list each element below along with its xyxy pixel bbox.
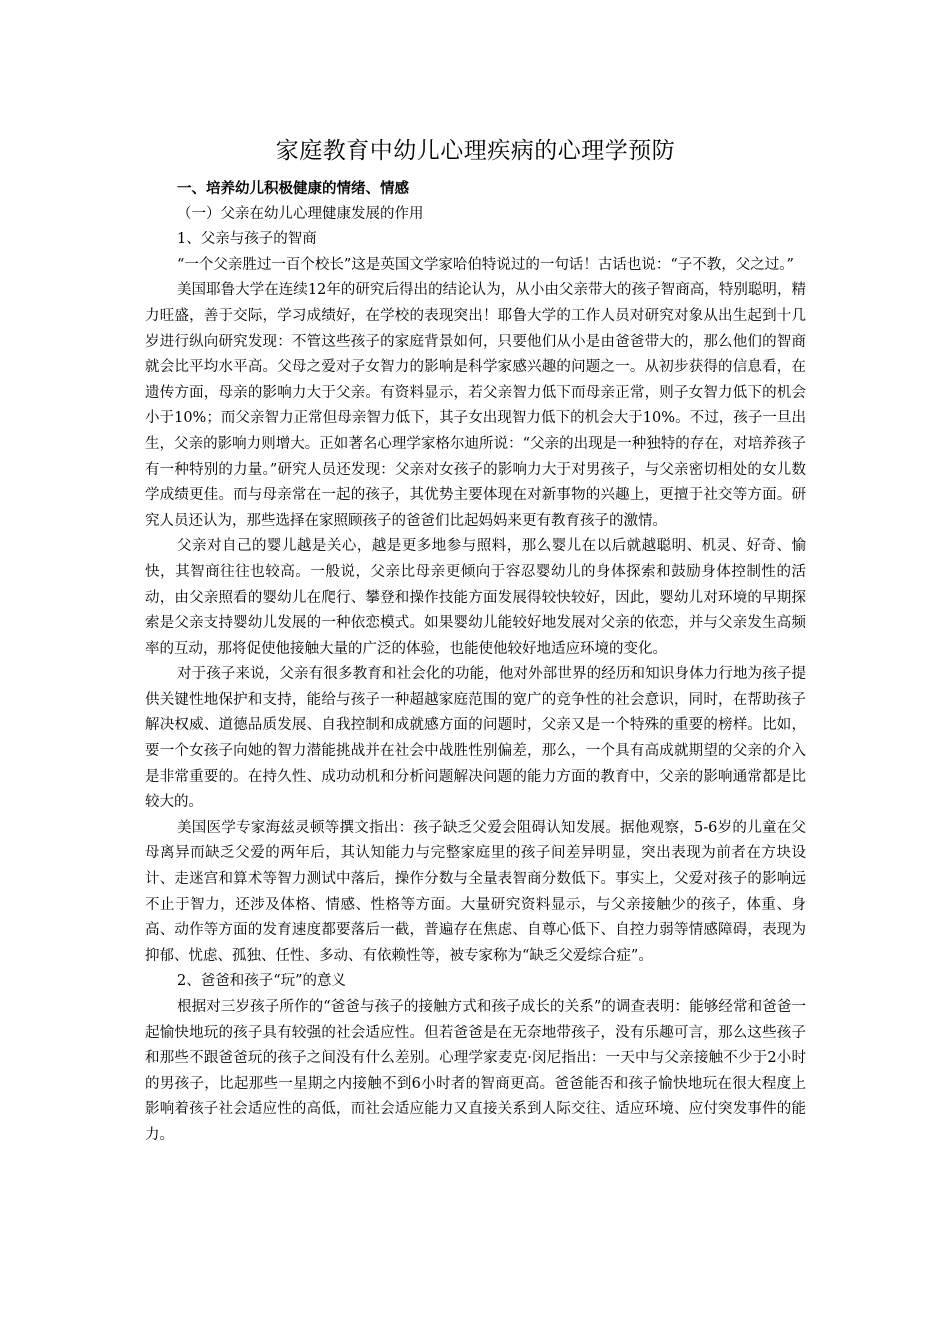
paragraph: 美国耶鲁大学在连续12年的研究后得出的结论认为，从小由父亲带大的孩子智商高，特别聪明，精力旺盛，善于交际，学习成绩好，在学校的表现突出！耶鲁大学的工作人员对研究对象从出生起到十几岁进行纵向研究发现：不管这些孩子的家庭背景如何，只要他们从小是由爸爸带大的，那么他们的智商就会比平均水平高。父母之爱对子女智力的影响是科学家感兴趣的问题之一。从初步获得的信息看，在遗传方面，母亲的影响力大于父亲。有资料显示，若父亲智力低下而母亲正常，则子女智力低下的机会小于10%；而父亲智力正常但母亲智力低下，其子女出现智力低下的机会大于10%。不过，孩子一旦出生，父亲的影响力则增大。正如著名心理学家格尔迪所说：“父亲的出现是一种独特的存在，对培养孩子有一种特别的力量。”研究人员还发现：父亲对女孩子的影响力大于对男孩子，与父亲密切相处的女儿数学成绩更佳。而与母亲常在一起的孩子，其优势主要体现在对新事物的兴趣上，更擅于社交等方面。研究人员还认为，那些选择在家照顾孩子的爸爸们比起妈妈来更有教育孩子的激情。 (145, 282, 806, 529)
paragraph: 根据对三岁孩子所作的“爸爸与孩子的接触方式和孩子成长的关系”的调查表明：能够经常和爸爸一起愉快地玩的孩子具有较强的社会适应性。但若爸爸是在无奈地带孩子，没有乐趣可言，那么这些孩子和那些不跟爸爸玩的孩子之间没有什么差别。心理学家麦克·闵尼指出：一天中与父亲接触不少于2小时的男孩子，比起那些一星期之内接触不到6小时者的智商更高。爸爸能否和孩子愉快地玩在很大程度上影响着孩子社会适应性的高低，而社会适应能力又直接关系到人际交往、适应环境、应付突发事件的能力。 (145, 999, 806, 1143)
subsection-heading: （一）父亲在幼儿心理健康发展的作用 (177, 205, 424, 222)
paragraph: “一个父亲胜过一百个校长”这是英国文学家哈伯特说过的一句话！古话也说：“子不教，父之过。” (177, 256, 794, 273)
document-title: 家庭教育中幼儿心理疾病的心理学预防 (275, 138, 676, 164)
paragraph: 美国医学专家海兹灵顿等撰文指出：孩子缺乏父爱会阻碍认知发展。据他观察，5-6岁的儿童在父母离异而缺乏父爱的两年后，其认知能力与完整家庭里的孩子间差异明显，突出表现为前者在方块设计、走迷宫和算术等智力测试中落后，操作分数与全量表智商分数低下。事实上，父爱对孩子的影响远不止于智力，还涉及体格、情感、性格等方面。大量研究资料显示，与父亲接触少的孩子，体重、身高、动作等方面的发育速度都要落后一截，普遍存在焦虑、自尊心低下、自控力弱等情感障碍，表现为抑郁、忧虑、孤独、任性、多动、有依赖性等，被专家称为“缺乏父爱综合症”。 (145, 819, 806, 964)
topic-heading: 2、爸爸和孩子“玩”的意义 (177, 973, 347, 990)
paragraph: 父亲对自己的婴儿越是关心，越是更多地参与照料，那么婴儿在以后就越聪明、机灵、好奇、愉快，其智商往往也较高。一般说，父亲比母亲更倾向于容忍婴幼儿的身体探索和鼓励身体控制性的活动，由父亲照看的婴幼儿在爬行、攀登和操作技能方面发展得较快较好，因此，婴幼儿对环境的早期探索是父亲支持婴幼儿发展的一种依恋模式。如果婴幼儿能较好地发展对父亲的依恋，并与父亲发生高频率的互动，那将促使他接触大量的广泛的体验，也能使他较好地适应环境的变化。 (145, 538, 806, 657)
paragraph: 对于孩子来说，父亲有很多教育和社会化的功能，他对外部世界的经历和知识身体力行地为孩子提供关键性地保护和支持，能给与孩子一种超越家庭范围的宽广的竞争性的社会意识，同时，在帮助孩子解决权威、道德品质发展、自我控制和成就感方面的问题时，父亲又是一个特殊的重要的榜样。比如，要一个女孩子向她的智力潜能挑战并在社会中战胜性别偏差，那么，一个具有高成就期望的父亲的介入是非常重要的。在持久性、成功动机和分析问题解决问题的能力方面的教育中，父亲的影响通常都是比较大的。 (145, 666, 806, 811)
section-heading: 一、培养幼儿积极健康的情绪、情感 (177, 180, 409, 197)
topic-heading: 1、父亲与孩子的智商 (177, 231, 317, 248)
document-body (145, 134, 806, 1149)
